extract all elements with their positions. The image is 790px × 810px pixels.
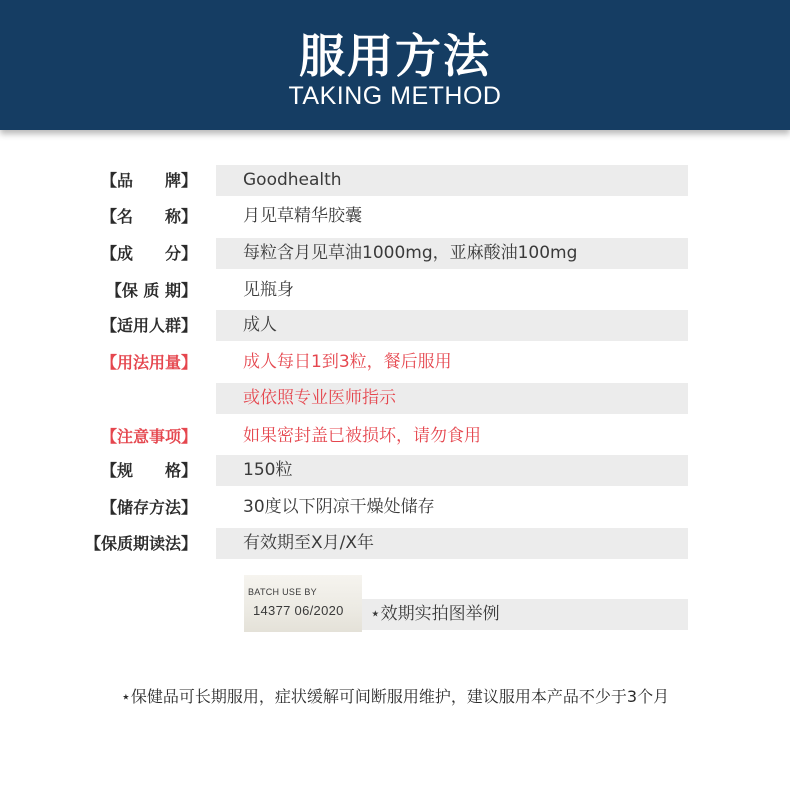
row-background — [216, 310, 688, 341]
row-label: 【品 牌】 — [100, 171, 197, 190]
info-row-name — [0, 201, 790, 232]
row-value: 见瓶身 — [243, 280, 294, 300]
row-label: 【保质期读法】 — [84, 534, 197, 553]
info-row-shelf-life — [0, 275, 790, 306]
info-row-ingredients — [0, 238, 790, 269]
batch-example-caption: ⋆效期实拍图举例 — [370, 604, 500, 624]
row-value: 月见草精华胶囊 — [243, 206, 362, 226]
row-value: 30度以下阴凉干燥处储存 — [243, 497, 435, 517]
row-label: 【成 分】 — [100, 244, 197, 263]
batch-label-photo — [244, 575, 362, 632]
page-title: 服用方法 — [299, 29, 491, 83]
page-header — [0, 0, 790, 130]
row-label: 【注意事项】 — [100, 427, 197, 446]
row-label: 【适用人群】 — [100, 316, 197, 335]
info-row-target-group — [0, 310, 790, 341]
row-value: 有效期至X月/X年 — [243, 533, 375, 553]
row-label: 【规 格】 — [100, 461, 197, 480]
info-row-dosage-continued — [0, 383, 790, 414]
batch-header-text: BATCH USE BY — [248, 587, 317, 597]
row-label: 【名 称】 — [100, 207, 197, 226]
info-row-date-reading — [0, 528, 790, 559]
row-label: 【用法用量】 — [100, 353, 197, 372]
info-row-spec — [0, 455, 790, 486]
batch-code-text: 14377 06/2020 — [253, 603, 344, 618]
info-row-dosage — [0, 347, 790, 378]
row-value: 或依照专业医师指示 — [243, 388, 396, 408]
row-value: 每粒含月见草油1000mg，亚麻酸油100mg — [243, 243, 578, 263]
row-value: 成人 — [243, 315, 277, 335]
row-value: 如果密封盖已被损坏，请勿食用 — [243, 426, 481, 446]
row-value: 150粒 — [243, 460, 293, 480]
row-label: 【储存方法】 — [100, 498, 197, 517]
info-row-brand — [0, 165, 790, 196]
info-row-storage — [0, 492, 790, 523]
page-subtitle: TAKING METHOD — [288, 82, 502, 110]
footer-note: ⋆保健品可长期服用，症状缓解可间断服用维护，建议服用本产品不少于3个月 — [120, 687, 670, 706]
row-value: Goodhealth — [243, 170, 342, 190]
row-label: 【保 质 期】 — [105, 281, 197, 300]
info-row-precautions — [0, 421, 790, 452]
row-value: 成人每日1到3粒，餐后服用 — [243, 352, 452, 372]
